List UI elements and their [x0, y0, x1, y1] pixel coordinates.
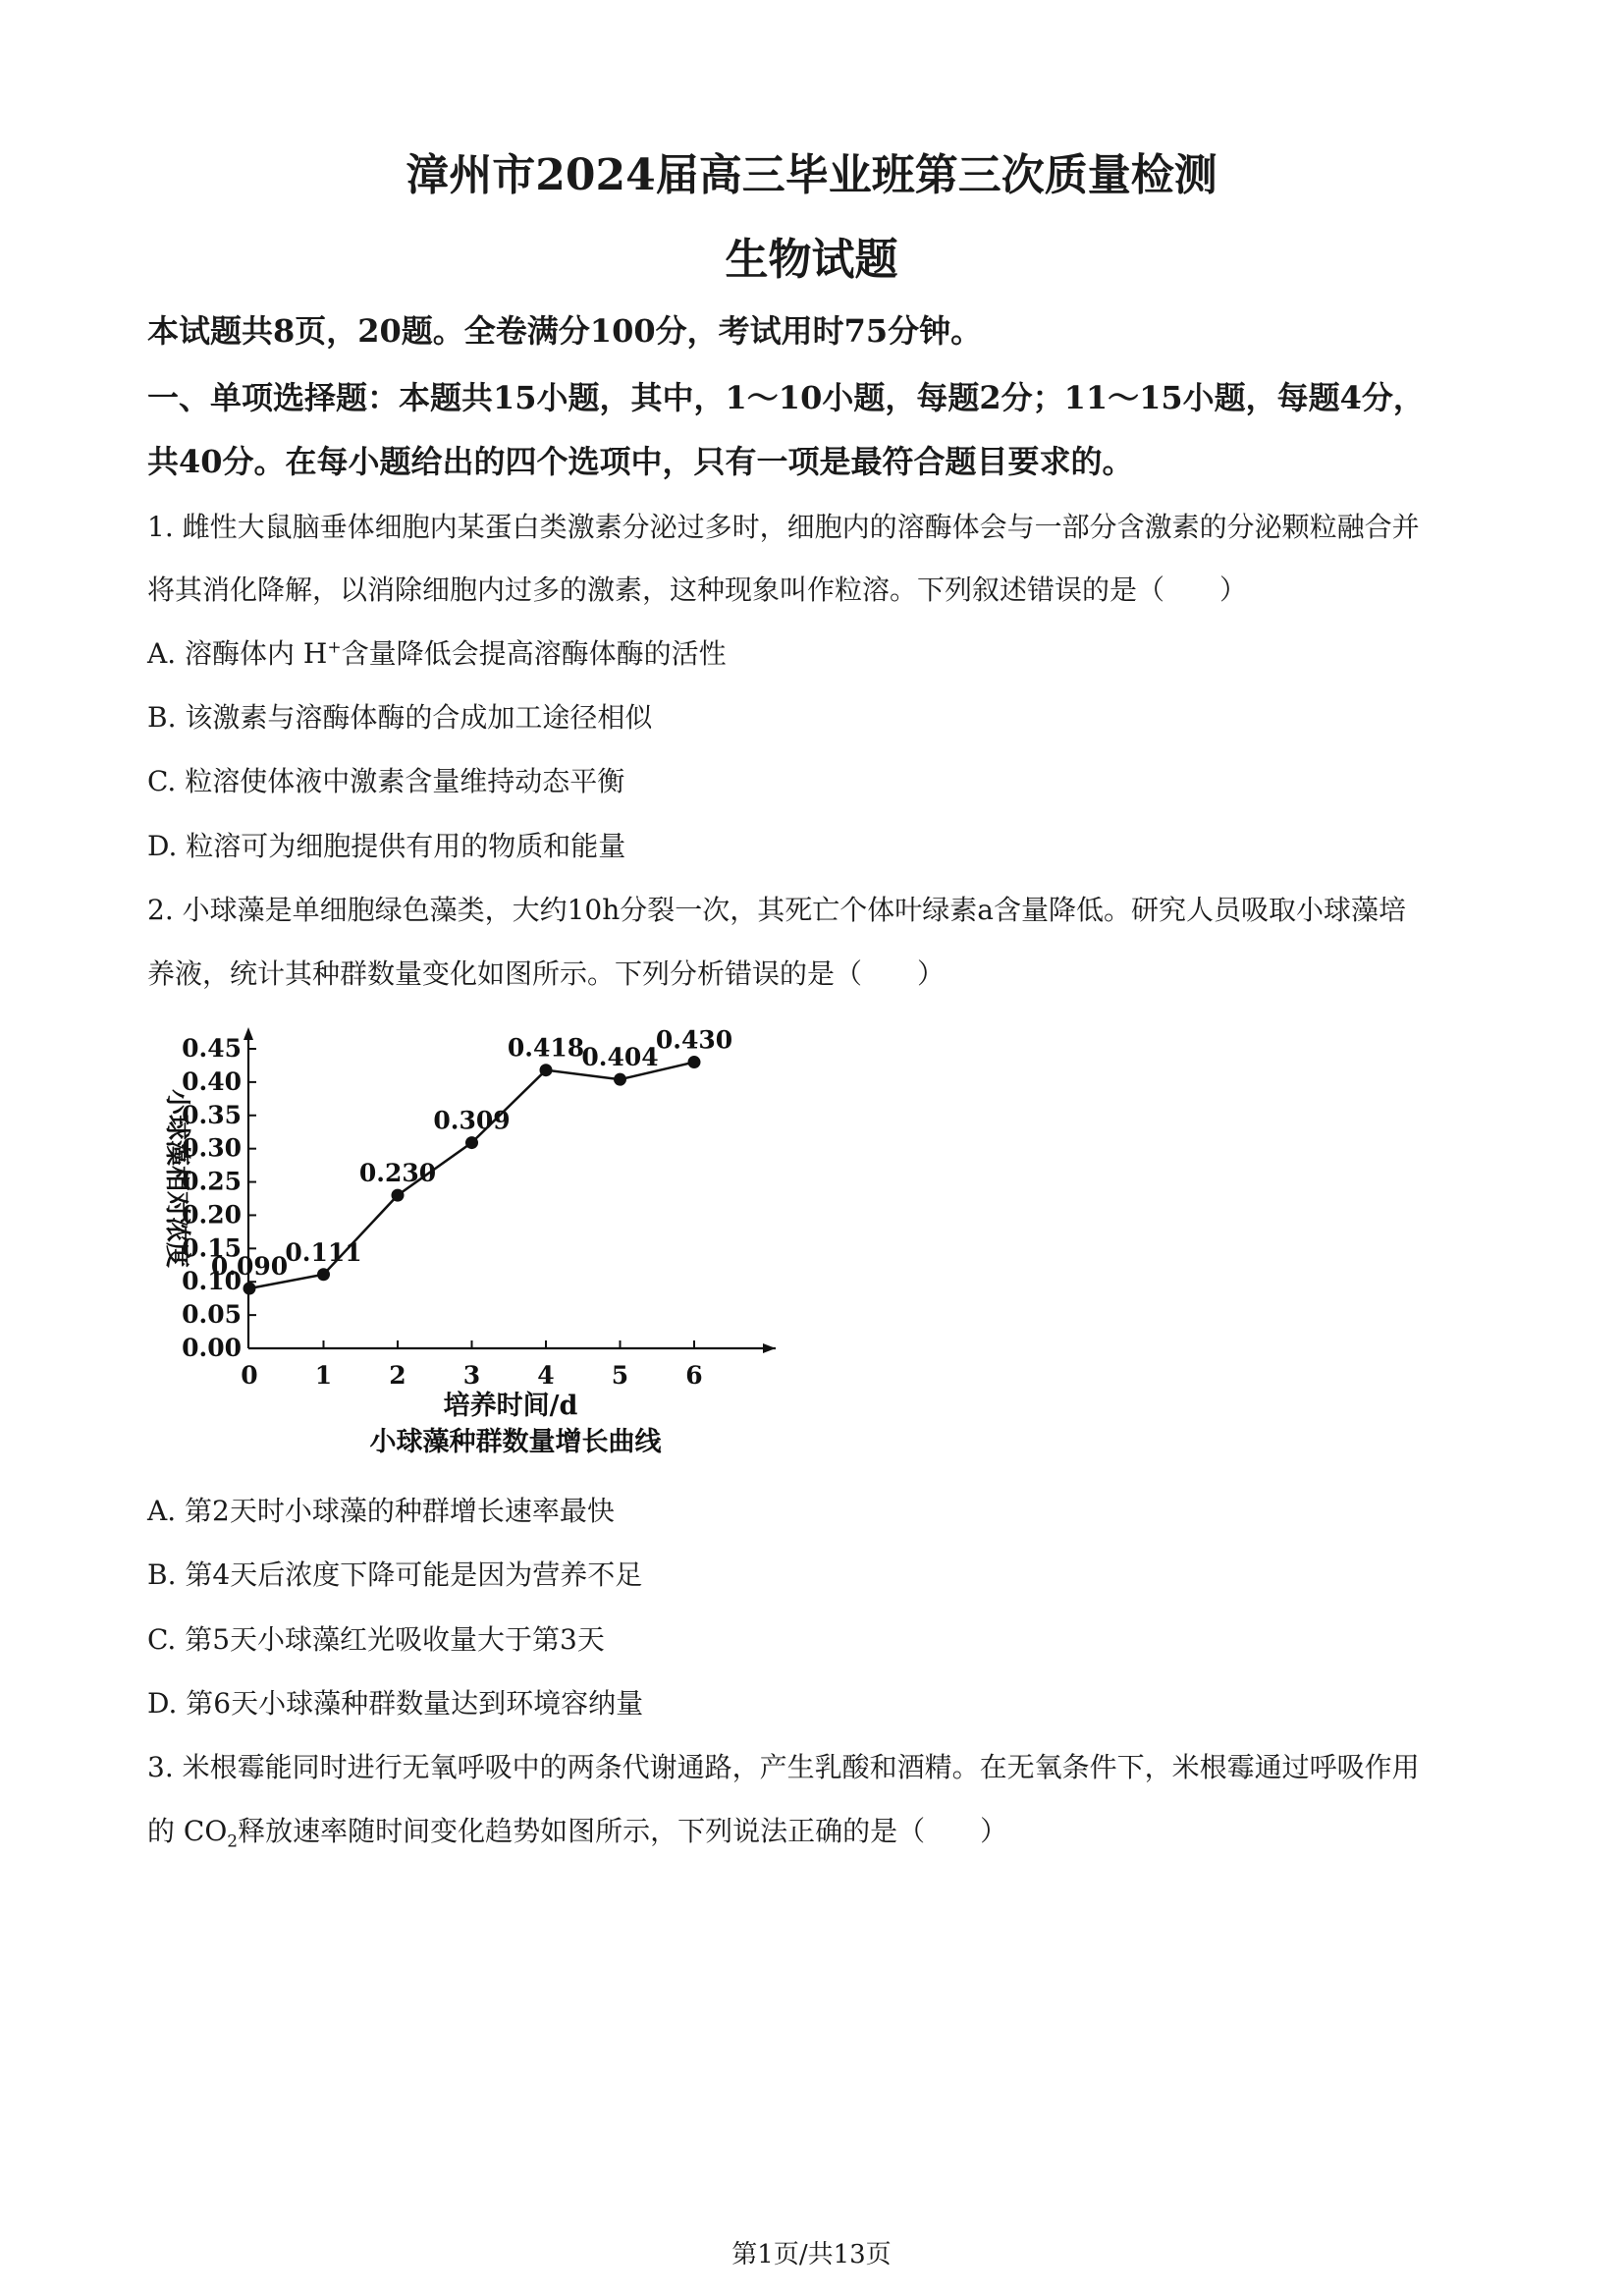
data-point — [540, 1064, 553, 1076]
q1-option-b: B. 该激素与溶酶体酶的合成加工途径相似 — [147, 701, 653, 734]
y-tick-label: 0.25 — [182, 1167, 242, 1196]
x-tick-label: 5 — [611, 1361, 629, 1390]
section-heading-line1: 一、单项选择题：本题共15小题，其中，1～10小题，每题2分；11～15小题，每题4分， — [147, 379, 1425, 416]
chart-xlabel: 培养时间/d — [443, 1391, 578, 1421]
x-tick-label: 6 — [685, 1361, 703, 1390]
y-tick-label: 0.15 — [182, 1233, 242, 1263]
data-label: 0.090 — [210, 1252, 289, 1281]
q2-option-b: B. 第4天后浓度下降可能是因为营养不足 — [147, 1558, 643, 1591]
y-tick-label: 0.35 — [182, 1100, 242, 1129]
x-tick-label: 1 — [314, 1361, 333, 1390]
y-tick-label: 0.00 — [182, 1334, 242, 1362]
y-axis-arrow — [243, 1027, 253, 1040]
q1-option-a: A. 溶酶体内 H+含量降低会提高溶酶体酶的活性 — [147, 637, 727, 670]
y-tick-label: 0.45 — [182, 1034, 242, 1063]
section-heading-line2: 共40分。在每小题给出的四个选项中，只有一项是最符合题目要求的。 — [147, 443, 1134, 480]
page-title: 漳州市2024届高三毕业班第三次质量检测 — [406, 150, 1217, 200]
data-point — [392, 1189, 405, 1202]
q2-stem-line1: 2. 小球藻是单细胞绿色藻类，大约10h分裂一次，其死亡个体叶绿素a含量降低。研究人员吸取小球藻培 — [147, 894, 1406, 926]
y-tick-label: 0.40 — [182, 1066, 242, 1096]
q3-stem-line1: 3. 米根霉能同时进行无氧呼吸中的两条代谢通路，产生乳酸和酒精。在无氧条件下，米根霉通过呼吸作用 — [147, 1751, 1420, 1783]
data-point — [688, 1056, 701, 1068]
exam-info: 本试题共8页，20题。全卷满分100分，考试用时75分钟。 — [147, 312, 983, 350]
data-point — [317, 1268, 330, 1281]
data-point — [614, 1073, 626, 1086]
subject-title: 生物试题 — [725, 235, 898, 285]
data-label: 0.404 — [581, 1043, 659, 1072]
q1-option-d: D. 粒溶可为细胞提供有用的物质和能量 — [147, 830, 626, 862]
x-tick-label: 0 — [241, 1361, 258, 1390]
page-footer: 第1页/共13页 — [731, 2240, 892, 2269]
q2-option-c: C. 第5天小球藻红光吸收量大于第3天 — [147, 1623, 605, 1656]
y-tick-label: 0.10 — [182, 1267, 242, 1296]
y-tick-label: 0.05 — [182, 1300, 242, 1330]
q2-option-a: A. 第2天时小球藻的种群增长速率最快 — [147, 1495, 615, 1527]
data-label: 0.430 — [655, 1025, 733, 1055]
data-label: 0.418 — [507, 1033, 585, 1063]
q2-stem-line2: 养液，统计其种群数量变化如图所示。下列分析错误的是（ ） — [147, 957, 946, 990]
population-growth-chart — [147, 1021, 795, 1463]
q1-option-c: C. 粒溶使体液中激素含量维持动态平衡 — [147, 765, 625, 797]
x-tick-label: 4 — [537, 1361, 555, 1390]
q1-stem-line2: 将其消化降解，以消除细胞内过多的激素，这种现象叫作粒溶。下列叙述错误的是（ ） — [147, 574, 1248, 606]
data-label: 0.111 — [285, 1237, 362, 1267]
data-label: 0.230 — [358, 1159, 437, 1188]
q2-option-d: D. 第6天小球藻种群数量达到环境容纳量 — [147, 1687, 644, 1720]
data-label: 0.309 — [433, 1106, 511, 1135]
chart-ylabel: 小球藻相对浓度 — [162, 1088, 191, 1269]
chart-title: 小球藻种群数量增长曲线 — [369, 1427, 662, 1457]
x-tick-label: 2 — [389, 1361, 406, 1390]
x-tick-label: 3 — [462, 1361, 481, 1390]
q1-stem-line1: 1. 雌性大鼠脑垂体细胞内某蛋白类激素分泌过多时，细胞内的溶酶体会与一部分含激素的分泌颗粒融合并 — [147, 511, 1420, 543]
y-tick-label: 0.30 — [182, 1133, 242, 1163]
data-point — [465, 1136, 478, 1149]
q3-stem-line2: 的 $CO_2$释放速率随时间变化趋势如图所示，下列说法正确的是（ ） — [147, 1815, 1008, 1852]
data-point — [243, 1283, 256, 1295]
y-tick-label: 0.20 — [182, 1200, 242, 1230]
x-axis-arrow — [763, 1343, 776, 1353]
